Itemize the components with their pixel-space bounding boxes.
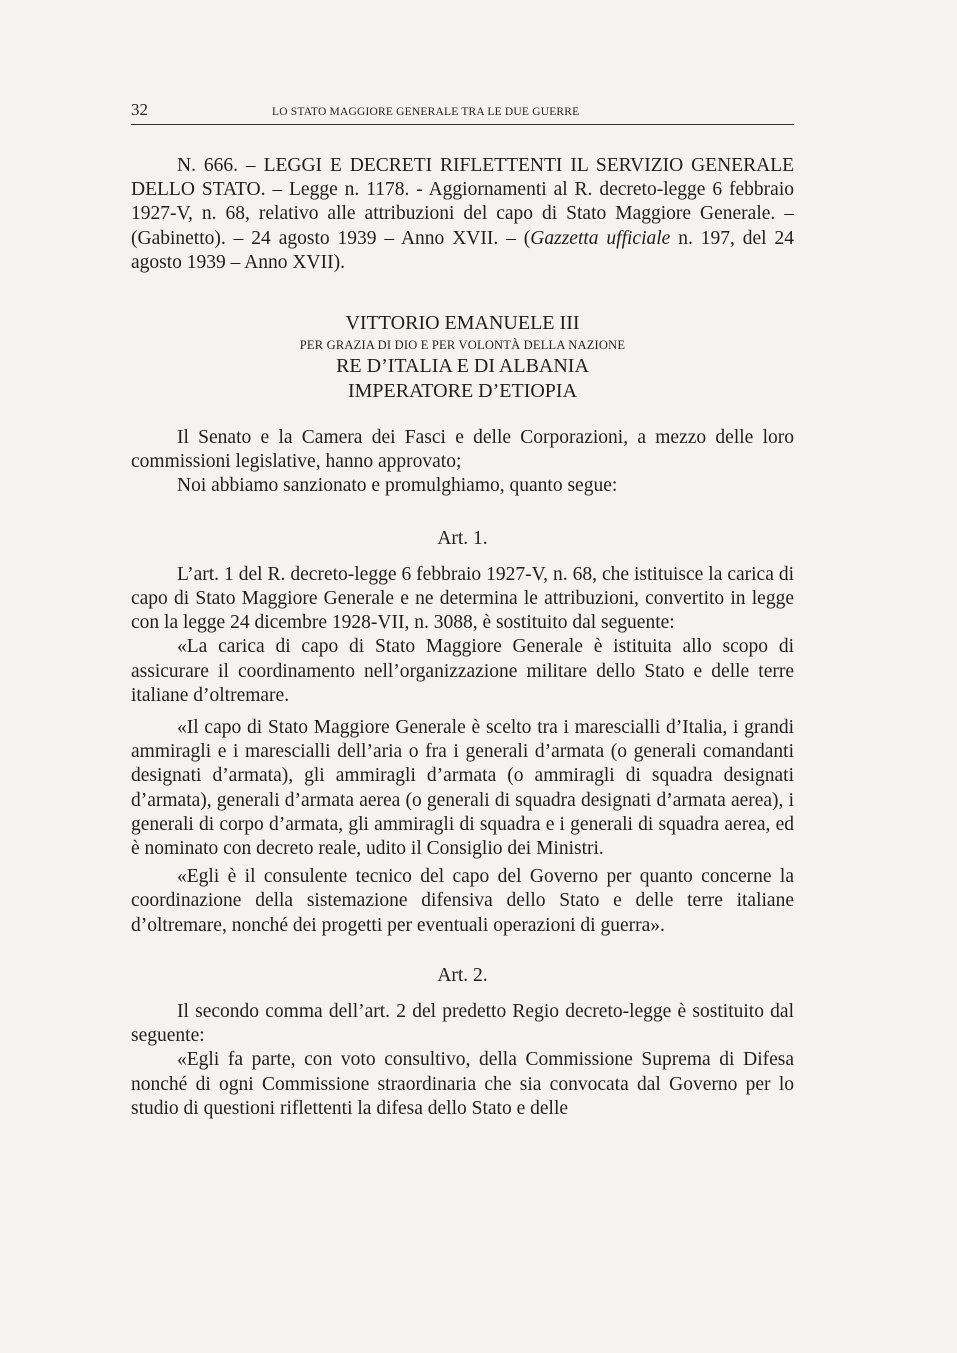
intro-italic-gazette: Gazzetta ufficiale <box>530 227 671 249</box>
intro-text-part-2: n. 197, del 24 agosto 1939 – Anno XVII). <box>131 227 794 273</box>
article-2-heading: Art. 2. <box>437 964 488 986</box>
intro-paragraph <box>131 154 794 275</box>
sovereign-king-title: RE D’ITALIA E DI ALBANIA <box>336 355 589 378</box>
preamble-paragraph-2: Noi abbiamo sanzionato e promulghiamo, quanto segue: <box>177 475 618 497</box>
article-1-paragraph-3: «Il capo di Stato Maggiore Generale è scelto tra i marescialli d’Italia, i grandi ammiragli e i marescialli dell’aria o fra i generali d’armata (o generali comandanti designati d’armata), gli ammiragli d’armata (o ammiragli di squadra designati d’armata), generali d’armata aerea (o generali di squadra designati d’armata aerea), i generali di corpo d’armata, gli ammiragli di squadra e i generali di squadra aerea, ed è nominato con decreto reale, udito il Consiglio dei Ministri. <box>131 717 794 860</box>
sovereign-grace: PER GRAZIA DI DIO E PER VOLONTÀ DELLA NAZIONE <box>299 338 626 353</box>
running-head: LO STATO MAGGIORE GENERALE TRA LE DUE GUERRE <box>272 106 580 118</box>
document-body <box>131 154 794 1121</box>
page-header <box>131 100 794 125</box>
article-1-paragraph-1: L’art. 1 del R. decreto-legge 6 febbraio 1927-V, n. 68, che istituisce la carica di capo di Stato Maggiore Generale e ne determina le attribuzioni, convertito in legge con la legge 24 dicembre 1928-VII, n. 3088, è sostituito dal seguente: <box>131 563 794 634</box>
preamble-paragraph-1: Il Senato e la Camera dei Fasci e delle Corporazioni, a mezzo delle loro commissioni legislative, hanno approvato; <box>131 427 794 473</box>
page-number: 32 <box>131 100 148 119</box>
sovereign-name: VITTORIO EMANUELE III <box>345 312 580 335</box>
article-2-paragraph-2: «Egli fa parte, con voto consultivo, della Commissione Suprema di Difesa nonché di ogni Commissione straordinaria che sia convocata dal Governo per lo studio di questioni riflettenti la difesa dello Stato e delle <box>131 1049 794 1119</box>
article-1-heading: Art. 1. <box>437 527 488 549</box>
sovereign-emperor-title: IMPERATORE D’ETIOPIA <box>347 380 578 403</box>
article-1-paragraph-4: «Egli è il consulente tecnico del capo del Governo per quanto concerne la coordinazione della sistemazione difensiva dello Stato e delle terre italiane d’oltremare, nonché dei progetti per eventuali operazioni di guerra». <box>131 866 794 936</box>
article-2-paragraph-1: Il secondo comma dell’art. 2 del predetto Regio decreto-legge è sostituito dal seguente: <box>131 1001 794 1047</box>
intro-text-part-1: N. 666. – LEGGI E DECRETI RIFLETTENTI IL SERVIZIO GENERALE DELLO STATO. – Legge n. 1178. - Aggiornamenti al R. decreto-legge 6 febbraio 1927-V, n. 68, relativo alle attribuzioni del capo di Stato Maggiore Generale. – (Gabinetto). – 24 agosto 1939 – Anno XVII. – ( <box>131 155 794 249</box>
article-1-paragraph-2: «La carica di capo di Stato Maggiore Generale è istituita allo scopo di assicurare il coordinamento nell’organizzazione militare dello Stato e delle terre italiane d’oltremare. <box>131 636 794 706</box>
